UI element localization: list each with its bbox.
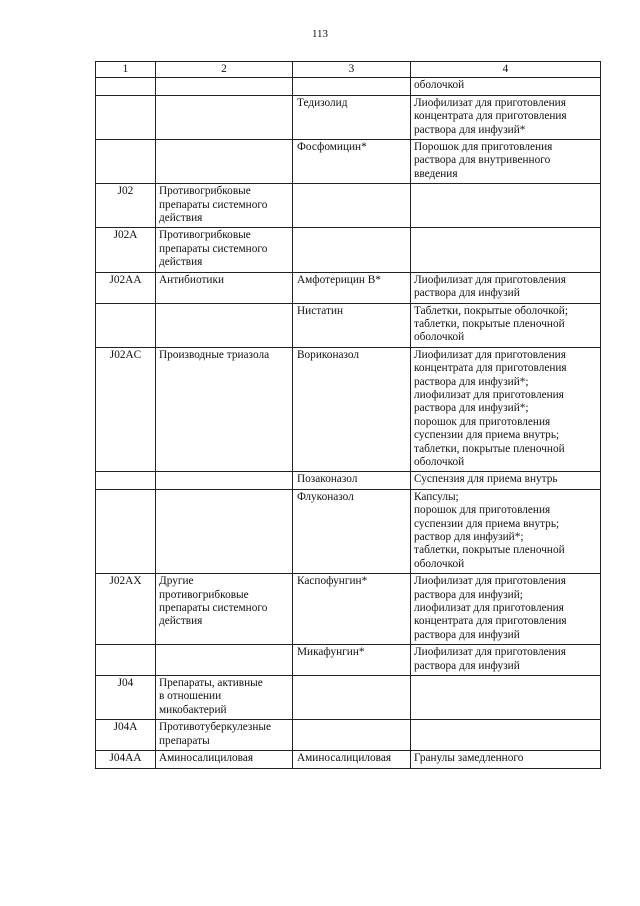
dosage-form-line: Суспензия для приема внутрь bbox=[414, 473, 558, 486]
atc-code-cell bbox=[96, 140, 156, 184]
atc-code-cell bbox=[96, 489, 156, 573]
dosage-forms-cell bbox=[411, 645, 601, 676]
atc-code-cell bbox=[96, 78, 156, 95]
group-line: действия bbox=[159, 256, 203, 269]
drug-name-cell: Нистатин bbox=[293, 303, 411, 347]
table-row bbox=[96, 95, 601, 139]
group-line: действия bbox=[159, 615, 203, 628]
pharmacological-group-cell bbox=[156, 78, 293, 95]
table-row bbox=[96, 303, 601, 347]
dosage-form-line: оболочкой bbox=[414, 557, 465, 570]
pharmacological-group-cell bbox=[156, 574, 293, 645]
pharmacological-group-cell bbox=[156, 489, 293, 573]
dosage-form-line: концентрата для приготовления bbox=[414, 110, 567, 123]
group-line: Аминосалициловая bbox=[159, 752, 254, 765]
atc-code-cell: J02AX bbox=[96, 574, 156, 645]
dosage-forms-cell bbox=[411, 720, 601, 751]
column-header-4: 4 bbox=[411, 62, 601, 78]
pharmacological-group-cell bbox=[156, 676, 293, 720]
group-line: микобактерий bbox=[159, 703, 227, 716]
group-line: препараты bbox=[159, 734, 210, 747]
dosage-form-line: раствора для инфузий*; bbox=[414, 402, 529, 415]
table-row bbox=[96, 720, 601, 751]
group-line: препараты системного bbox=[159, 198, 268, 211]
dosage-forms-cell bbox=[411, 303, 601, 347]
page-number: 113 bbox=[311, 28, 329, 40]
group-line: препараты системного bbox=[159, 242, 268, 255]
table-row bbox=[96, 140, 601, 184]
dosage-form-line: лиофилизат для приготовления bbox=[414, 388, 564, 401]
table-row bbox=[96, 78, 601, 95]
table-row bbox=[96, 489, 601, 573]
table-header-row bbox=[96, 62, 601, 78]
drug-name-cell: Позаконазол bbox=[293, 472, 411, 489]
group-line: Противогрибковые bbox=[159, 185, 251, 198]
drug-name-cell: Амфотерицин В* bbox=[293, 272, 411, 303]
drug-name-cell: Тедизолид bbox=[293, 95, 411, 139]
group-line: Производные триазола bbox=[159, 348, 270, 361]
dosage-forms-cell bbox=[411, 78, 601, 95]
dosage-forms-cell bbox=[411, 676, 601, 720]
dosage-forms-cell bbox=[411, 184, 601, 228]
table-row bbox=[96, 472, 601, 489]
dosage-form-line: Таблетки, покрытые оболочкой; bbox=[414, 304, 568, 317]
dosage-form-line: лиофилизат для приготовления bbox=[414, 602, 564, 615]
group-line: Антибиотики bbox=[159, 273, 224, 286]
dosage-form-line: раствора для внутривенного bbox=[414, 154, 551, 167]
drug-name-cell: Вориконазол bbox=[293, 347, 411, 472]
dosage-form-line: оболочкой bbox=[414, 79, 465, 92]
drug-name-cell: Флуконазол bbox=[293, 489, 411, 573]
drug-name-cell bbox=[293, 676, 411, 720]
dosage-form-line: введения bbox=[414, 167, 458, 180]
atc-code-cell bbox=[96, 95, 156, 139]
dosage-forms-cell bbox=[411, 347, 601, 472]
group-line: препараты системного bbox=[159, 602, 268, 615]
dosage-form-line: раствора для инфузий; bbox=[414, 588, 523, 601]
dosage-forms-cell bbox=[411, 751, 601, 768]
drug-name-cell: Фосфомицин* bbox=[293, 140, 411, 184]
dosage-form-line: раствора для инфузий* bbox=[414, 123, 526, 136]
drug-table bbox=[95, 61, 601, 769]
drug-name-cell bbox=[293, 78, 411, 95]
pharmacological-group-cell bbox=[156, 472, 293, 489]
pharmacological-group-cell bbox=[156, 303, 293, 347]
drug-name-cell: Аминосалициловая bbox=[293, 751, 411, 768]
dosage-form-line: суспензии для приема внутрь; bbox=[414, 517, 560, 530]
table-row bbox=[96, 676, 601, 720]
dosage-form-line: Лиофилизат для приготовления bbox=[414, 273, 566, 286]
group-line: противогрибковые bbox=[159, 588, 249, 601]
atc-code-cell: J04A bbox=[96, 720, 156, 751]
atc-code-cell bbox=[96, 645, 156, 676]
dosage-forms-cell bbox=[411, 140, 601, 184]
dosage-form-line: Лиофилизат для приготовления bbox=[414, 96, 566, 109]
dosage-form-line: концентрата для приготовления bbox=[414, 615, 567, 628]
table-row bbox=[96, 645, 601, 676]
table-row bbox=[96, 574, 601, 645]
group-line: в отношении bbox=[159, 690, 222, 703]
pharmacological-group-cell bbox=[156, 140, 293, 184]
dosage-form-line: суспензии для приема внутрь; bbox=[414, 429, 560, 442]
group-line: Противогрибковые bbox=[159, 229, 251, 242]
dosage-form-line: оболочкой bbox=[414, 455, 465, 468]
pharmacological-group-cell bbox=[156, 184, 293, 228]
pharmacological-group-cell bbox=[156, 272, 293, 303]
group-line: Другие bbox=[159, 575, 194, 588]
dosage-form-line: таблетки, покрытые пленочной bbox=[414, 544, 565, 557]
dosage-form-line: таблетки, покрытые пленочной bbox=[414, 442, 565, 455]
drug-name-cell: Микафунгин* bbox=[293, 645, 411, 676]
drug-name-cell bbox=[293, 720, 411, 751]
atc-code-cell: J02AC bbox=[96, 347, 156, 472]
dosage-form-line: Капсулы; bbox=[414, 490, 459, 503]
pharmacological-group-cell bbox=[156, 228, 293, 272]
table-row bbox=[96, 751, 601, 768]
pharmacological-group-cell bbox=[156, 720, 293, 751]
atc-code-cell: J04AA bbox=[96, 751, 156, 768]
dosage-form-line: Гранулы замедленного bbox=[414, 752, 524, 765]
table-row bbox=[96, 272, 601, 303]
dosage-form-line: концентрата для приготовления bbox=[414, 362, 567, 375]
dosage-form-line: раствора для инфузий bbox=[414, 628, 520, 641]
dosage-forms-cell bbox=[411, 472, 601, 489]
atc-code-cell bbox=[96, 472, 156, 489]
atc-code-cell: J02AA bbox=[96, 272, 156, 303]
dosage-form-line: порошок для приготовления bbox=[414, 504, 551, 517]
group-line: действия bbox=[159, 212, 203, 225]
dosage-form-line: Порошок для приготовления bbox=[414, 141, 553, 154]
pharmacological-group-cell bbox=[156, 751, 293, 768]
pharmacological-group-cell bbox=[156, 645, 293, 676]
atc-code-cell: J02A bbox=[96, 228, 156, 272]
atc-code-cell: J04 bbox=[96, 676, 156, 720]
dosage-form-line: Лиофилизат для приготовления bbox=[414, 575, 566, 588]
table-row bbox=[96, 228, 601, 272]
column-header-3: 3 bbox=[293, 62, 411, 78]
column-header-2: 2 bbox=[156, 62, 293, 78]
dosage-forms-cell bbox=[411, 574, 601, 645]
atc-code-cell bbox=[96, 303, 156, 347]
dosage-form-line: порошок для приготовления bbox=[414, 415, 551, 428]
column-header-1: 1 bbox=[96, 62, 156, 78]
group-line: Препараты, активные bbox=[159, 677, 263, 690]
drug-name-cell bbox=[293, 228, 411, 272]
dosage-forms-cell bbox=[411, 489, 601, 573]
dosage-forms-cell bbox=[411, 272, 601, 303]
drug-name-cell bbox=[293, 184, 411, 228]
dosage-form-line: Лиофилизат для приготовления bbox=[414, 348, 566, 361]
pharmacological-group-cell bbox=[156, 347, 293, 472]
dosage-form-line: Лиофилизат для приготовления bbox=[414, 646, 566, 659]
pharmacological-group-cell bbox=[156, 95, 293, 139]
table-row bbox=[96, 184, 601, 228]
dosage-form-line: оболочкой bbox=[414, 331, 465, 344]
dosage-form-line: раствора для инфузий*; bbox=[414, 375, 529, 388]
dosage-forms-cell bbox=[411, 228, 601, 272]
dosage-form-line: раствора для инфузий bbox=[414, 287, 520, 300]
drug-name-cell: Каспофунгин* bbox=[293, 574, 411, 645]
dosage-form-line: раствор для инфузий*; bbox=[414, 531, 524, 543]
dosage-form-line: раствора для инфузий bbox=[414, 659, 520, 672]
dosage-forms-cell bbox=[411, 95, 601, 139]
dosage-form-line: таблетки, покрытые пленочной bbox=[414, 317, 565, 330]
group-line: Противотуберкулезные bbox=[159, 721, 271, 734]
table-row bbox=[96, 347, 601, 472]
atc-code-cell: J02 bbox=[96, 184, 156, 228]
